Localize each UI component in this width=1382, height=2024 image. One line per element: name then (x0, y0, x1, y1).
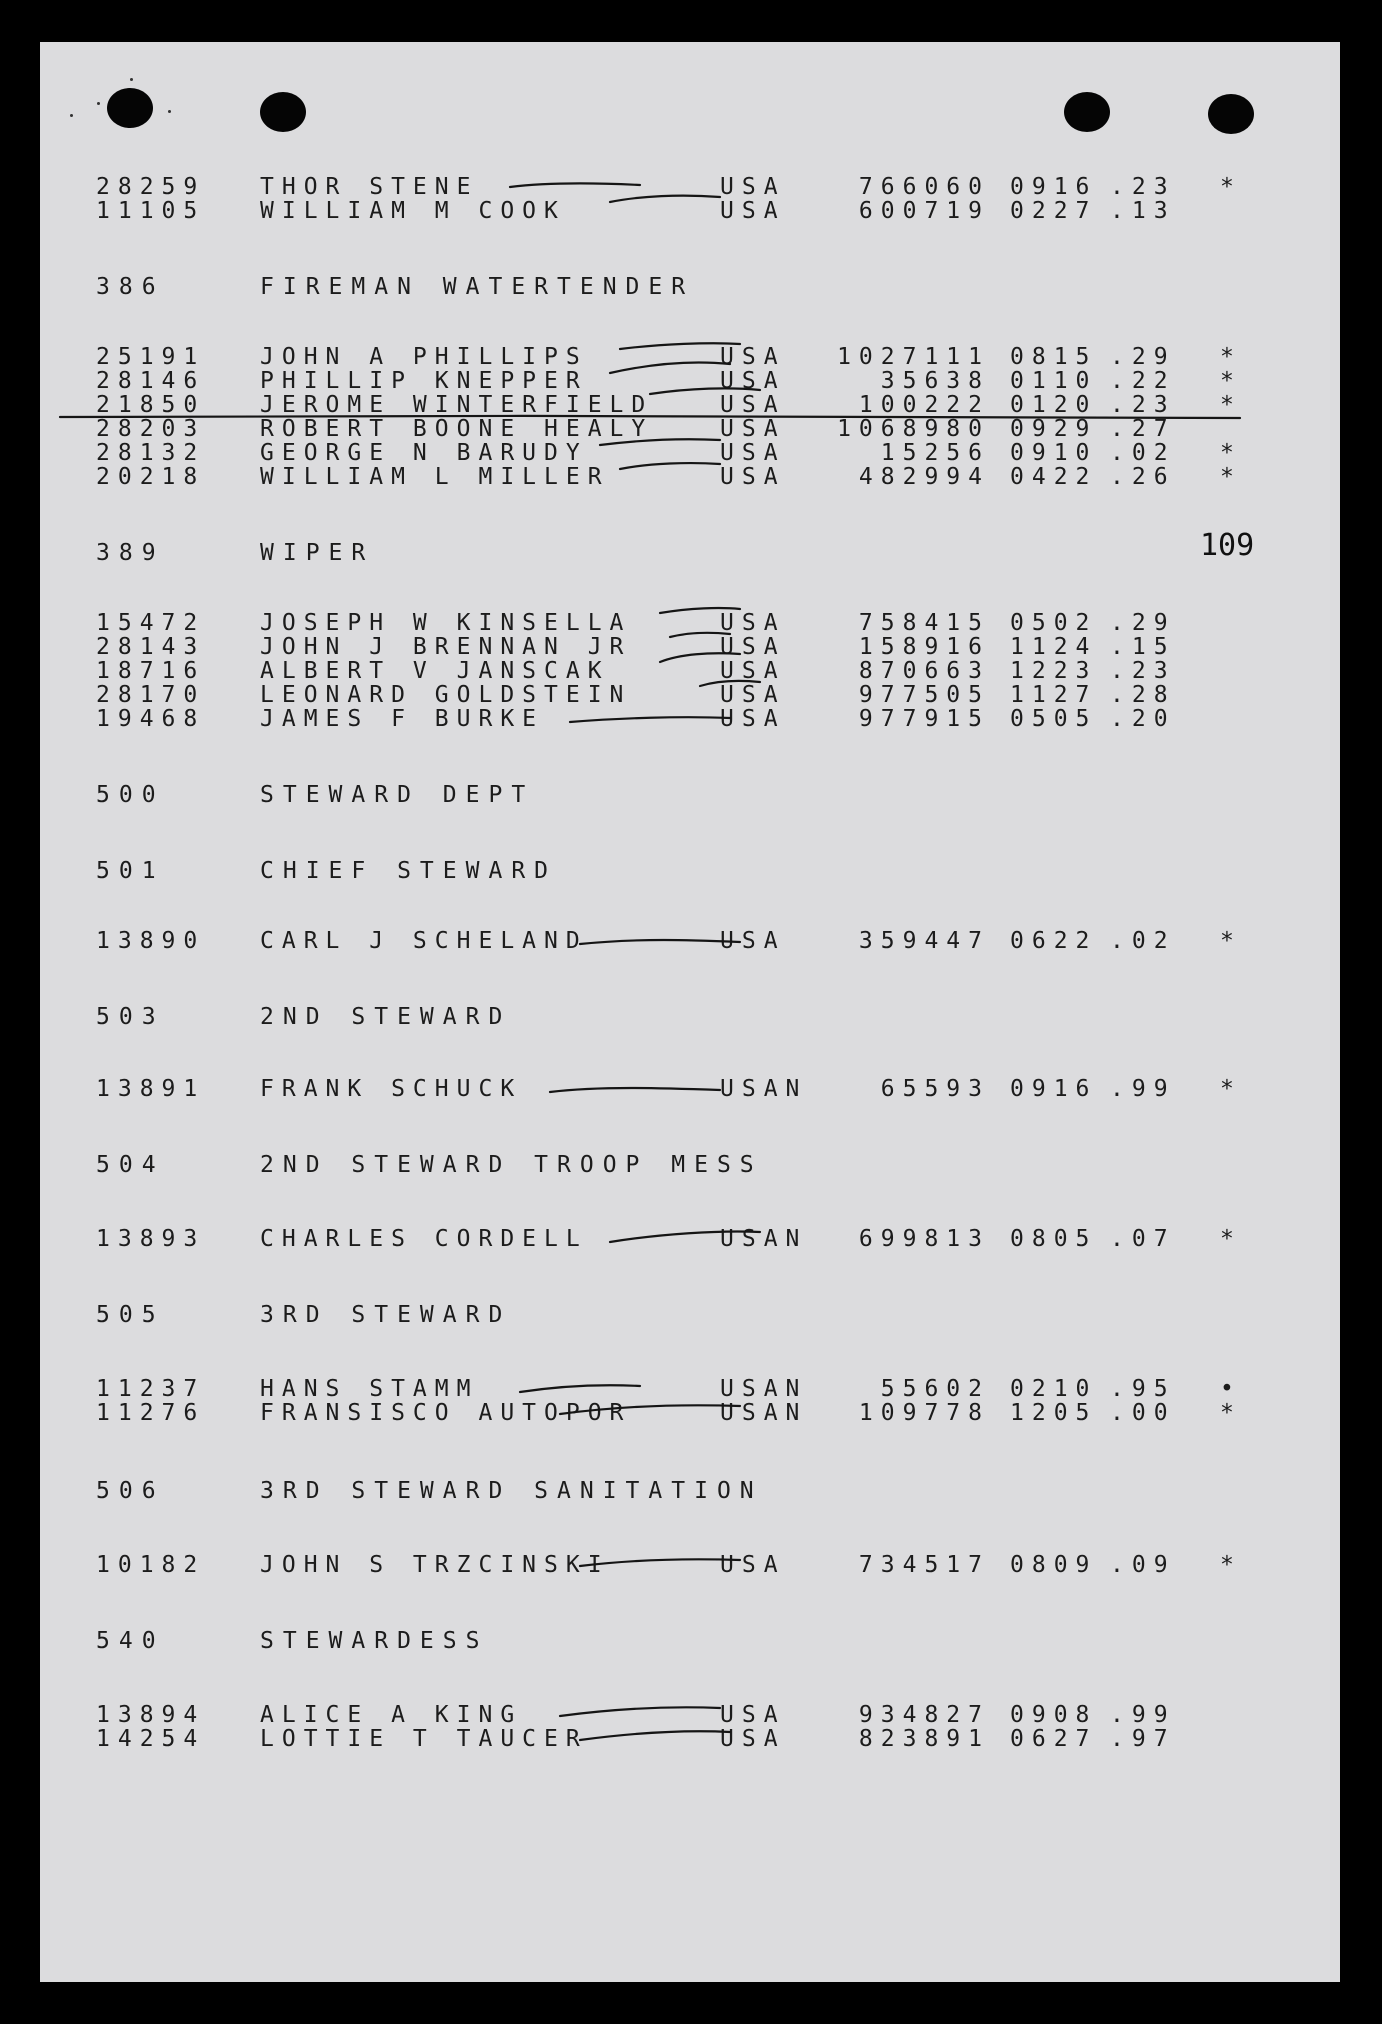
crew-id: 18716 (96, 658, 206, 684)
crew-num: 758415 (858, 610, 990, 636)
section-heading (40, 1152, 1340, 1178)
crew-name: ROBERT BOONE HEALY (260, 416, 654, 442)
section-title: 2ND STEWARD TROOP MESS (260, 1152, 763, 1178)
crew-mark: * (1220, 174, 1242, 200)
crew-country: USA (720, 392, 786, 418)
crew-name: ALBERT V JANSCAK (260, 658, 610, 684)
crew-country: USA (720, 464, 786, 490)
punch-hole (107, 88, 153, 128)
crew-row (40, 706, 1340, 732)
crew-country: USA (720, 416, 786, 442)
crew-date: 0120 (1010, 392, 1098, 418)
crew-mark: * (1220, 928, 1242, 954)
crew-mark: * (1220, 1076, 1242, 1102)
crew-num: 100222 (858, 392, 990, 418)
crew-val: .02 (1110, 928, 1176, 954)
crew-name: HANS STAMM (260, 1376, 479, 1402)
crew-num: 870663 (858, 658, 990, 684)
crew-name: THOR STENE (260, 174, 479, 200)
crew-val: .26 (1110, 464, 1176, 490)
crew-name: CARL J SCHELAND (260, 928, 588, 954)
crew-row (40, 1226, 1340, 1252)
crew-id: 28170 (96, 682, 206, 708)
section-heading (40, 782, 1340, 808)
section-title: WIPER (260, 540, 375, 566)
crew-mark: * (1220, 1400, 1242, 1426)
crew-date: 0422 (1010, 464, 1098, 490)
crew-id: 19468 (96, 706, 206, 732)
crew-row (40, 1702, 1340, 1728)
crew-name: WILLIAM M COOK (260, 198, 566, 224)
crew-name: WILLIAM L MILLER (260, 464, 610, 490)
crew-id: 11237 (96, 1376, 206, 1402)
crew-name: JOHN J BRENNAN JR (260, 634, 632, 660)
crew-row (40, 416, 1340, 442)
crew-date: 1124 (1010, 634, 1098, 660)
crew-country: USA (720, 1702, 786, 1728)
crew-country: USAN (720, 1076, 808, 1102)
punch-hole (1064, 92, 1110, 132)
crew-num: 158916 (858, 634, 990, 660)
crew-row (40, 392, 1340, 418)
crew-val: .97 (1110, 1726, 1176, 1752)
section-heading (40, 274, 1340, 300)
section-heading (40, 1628, 1340, 1654)
crew-num: 359447 (858, 928, 990, 954)
crew-name: JEROME WINTERFIELD (260, 392, 654, 418)
section-heading (40, 858, 1340, 884)
crew-val: .09 (1110, 1552, 1176, 1578)
crew-country: USA (720, 1726, 786, 1752)
crew-num: 65593 (880, 1076, 990, 1102)
crew-name: JOSEPH W KINSELLA (260, 610, 632, 636)
crew-num: 1068980 (837, 416, 990, 442)
section-heading (40, 1302, 1340, 1328)
crew-row (40, 1376, 1340, 1402)
crew-name: JOHN A PHILLIPS (260, 344, 588, 370)
crew-date: 0916 (1010, 174, 1098, 200)
crew-val: .13 (1110, 198, 1176, 224)
crew-country: USAN (720, 1400, 808, 1426)
crew-id: 28146 (96, 368, 206, 394)
crew-id: 28132 (96, 440, 206, 466)
crew-mark: * (1220, 1552, 1242, 1578)
crew-name: LOTTIE T TAUCER (260, 1726, 588, 1752)
crew-country: USA (720, 610, 786, 636)
crew-country: USA (720, 1552, 786, 1578)
crew-mark: * (1220, 440, 1242, 466)
crew-row (40, 610, 1340, 636)
section-code: 503 (96, 1004, 165, 1030)
crew-row (40, 344, 1340, 370)
crew-mark: • (1220, 1376, 1242, 1402)
crew-val: .23 (1110, 392, 1176, 418)
crew-country: USA (720, 174, 786, 200)
crew-num: 823891 (858, 1726, 990, 1752)
crew-date: 0916 (1010, 1076, 1098, 1102)
page-number: 109 (1200, 528, 1255, 563)
crew-id: 28203 (96, 416, 206, 442)
crew-val: .28 (1110, 682, 1176, 708)
crew-id: 28143 (96, 634, 206, 660)
crew-date: 0622 (1010, 928, 1098, 954)
crew-date: 0815 (1010, 344, 1098, 370)
crew-date: 0910 (1010, 440, 1098, 466)
crew-row (40, 1076, 1340, 1102)
crew-country: USA (720, 658, 786, 684)
crew-name: JOHN S TRZCINSKI (260, 1552, 610, 1578)
crew-num: 35638 (880, 368, 990, 394)
crew-val: .20 (1110, 706, 1176, 732)
section-code: 501 (96, 858, 165, 884)
crew-date: 0210 (1010, 1376, 1098, 1402)
section-title: 2ND STEWARD (260, 1004, 512, 1030)
crew-name: CHARLES CORDELL (260, 1226, 588, 1252)
crew-mark: * (1220, 368, 1242, 394)
crew-id: 13890 (96, 928, 206, 954)
crew-mark: * (1220, 1226, 1242, 1252)
crew-date: 0627 (1010, 1726, 1098, 1752)
crew-num: 734517 (858, 1552, 990, 1578)
crew-row (40, 198, 1340, 224)
crew-row (40, 464, 1340, 490)
crew-country: USA (720, 634, 786, 660)
crew-val: .29 (1110, 610, 1176, 636)
crew-id: 10182 (96, 1552, 206, 1578)
section-code: 386 (96, 274, 165, 300)
crew-country: USAN (720, 1226, 808, 1252)
crew-name: ALICE A KING (260, 1702, 523, 1728)
crew-country: USA (720, 706, 786, 732)
crew-date: 0908 (1010, 1702, 1098, 1728)
crew-id: 25191 (96, 344, 206, 370)
crew-mark: * (1220, 344, 1242, 370)
section-code: 506 (96, 1478, 165, 1504)
section-heading (40, 1478, 1340, 1504)
crew-num: 1027111 (837, 344, 990, 370)
crew-date: 0805 (1010, 1226, 1098, 1252)
crew-name: FRANSISCO AUTOPOR (260, 1400, 632, 1426)
crew-row (40, 634, 1340, 660)
crew-row (40, 1726, 1340, 1752)
crew-num: 482994 (858, 464, 990, 490)
crew-val: .23 (1110, 658, 1176, 684)
crew-country: USA (720, 928, 786, 954)
punch-hole (260, 92, 306, 132)
crew-val: .15 (1110, 634, 1176, 660)
punch-hole (1208, 94, 1254, 134)
crew-date: 0505 (1010, 706, 1098, 732)
crew-country: USA (720, 344, 786, 370)
crew-country: USA (720, 682, 786, 708)
crew-row (40, 368, 1340, 394)
crew-date: 0929 (1010, 416, 1098, 442)
crew-num: 977505 (858, 682, 990, 708)
crew-id: 14254 (96, 1726, 206, 1752)
crew-date: 0227 (1010, 198, 1098, 224)
section-title: STEWARDESS (260, 1628, 489, 1654)
crew-val: .29 (1110, 344, 1176, 370)
crew-val: .00 (1110, 1400, 1176, 1426)
crew-date: 1223 (1010, 658, 1098, 684)
section-code: 500 (96, 782, 165, 808)
section-title: FIREMAN WATERTENDER (260, 274, 695, 300)
crew-country: USA (720, 440, 786, 466)
document-page (40, 42, 1340, 1982)
crew-id: 20218 (96, 464, 206, 490)
section-code: 540 (96, 1628, 165, 1654)
crew-row (40, 440, 1340, 466)
crew-country: USA (720, 368, 786, 394)
crew-val: .99 (1110, 1076, 1176, 1102)
crew-num: 600719 (858, 198, 990, 224)
crew-id: 15472 (96, 610, 206, 636)
crew-name: PHILLIP KNEPPER (260, 368, 588, 394)
crew-name: JAMES F BURKE (260, 706, 545, 732)
crew-val: .07 (1110, 1226, 1176, 1252)
crew-num: 934827 (858, 1702, 990, 1728)
crew-date: 1205 (1010, 1400, 1098, 1426)
section-title: 3RD STEWARD SANITATION (260, 1478, 763, 1504)
section-heading (40, 1004, 1340, 1030)
section-code: 504 (96, 1152, 165, 1178)
section-code: 505 (96, 1302, 165, 1328)
crew-row (40, 658, 1340, 684)
crew-date: 0502 (1010, 610, 1098, 636)
crew-date: 1127 (1010, 682, 1098, 708)
crew-val: .22 (1110, 368, 1176, 394)
crew-id: 28259 (96, 174, 206, 200)
crew-val: .99 (1110, 1702, 1176, 1728)
crew-num: 699813 (858, 1226, 990, 1252)
crew-num: 766060 (858, 174, 990, 200)
crew-name: GEORGE N BARUDY (260, 440, 588, 466)
crew-name: LEONARD GOLDSTEIN (260, 682, 632, 708)
crew-country: USA (720, 198, 786, 224)
crew-id: 21850 (96, 392, 206, 418)
crew-id: 13891 (96, 1076, 206, 1102)
crew-row (40, 174, 1340, 200)
crew-row (40, 682, 1340, 708)
crew-id: 13894 (96, 1702, 206, 1728)
crew-id: 13893 (96, 1226, 206, 1252)
crew-id: 11105 (96, 198, 206, 224)
crew-row (40, 928, 1340, 954)
crew-name: FRANK SCHUCK (260, 1076, 523, 1102)
crew-date: 0110 (1010, 368, 1098, 394)
crew-num: 55602 (880, 1376, 990, 1402)
crew-num: 109778 (858, 1400, 990, 1426)
crew-id: 11276 (96, 1400, 206, 1426)
crew-val: .95 (1110, 1376, 1176, 1402)
section-title: CHIEF STEWARD (260, 858, 558, 884)
crew-val: .23 (1110, 174, 1176, 200)
crew-row (40, 1552, 1340, 1578)
crew-country: USAN (720, 1376, 808, 1402)
crew-mark: * (1220, 464, 1242, 490)
crew-num: 15256 (880, 440, 990, 466)
crew-val: .27 (1110, 416, 1176, 442)
crew-date: 0809 (1010, 1552, 1098, 1578)
crew-val: .02 (1110, 440, 1176, 466)
section-title: 3RD STEWARD (260, 1302, 512, 1328)
crew-num: 977915 (858, 706, 990, 732)
crew-mark: * (1220, 392, 1242, 418)
crew-row (40, 1400, 1340, 1426)
section-code: 389 (96, 540, 165, 566)
section-heading (40, 540, 1340, 566)
section-title: STEWARD DEPT (260, 782, 535, 808)
